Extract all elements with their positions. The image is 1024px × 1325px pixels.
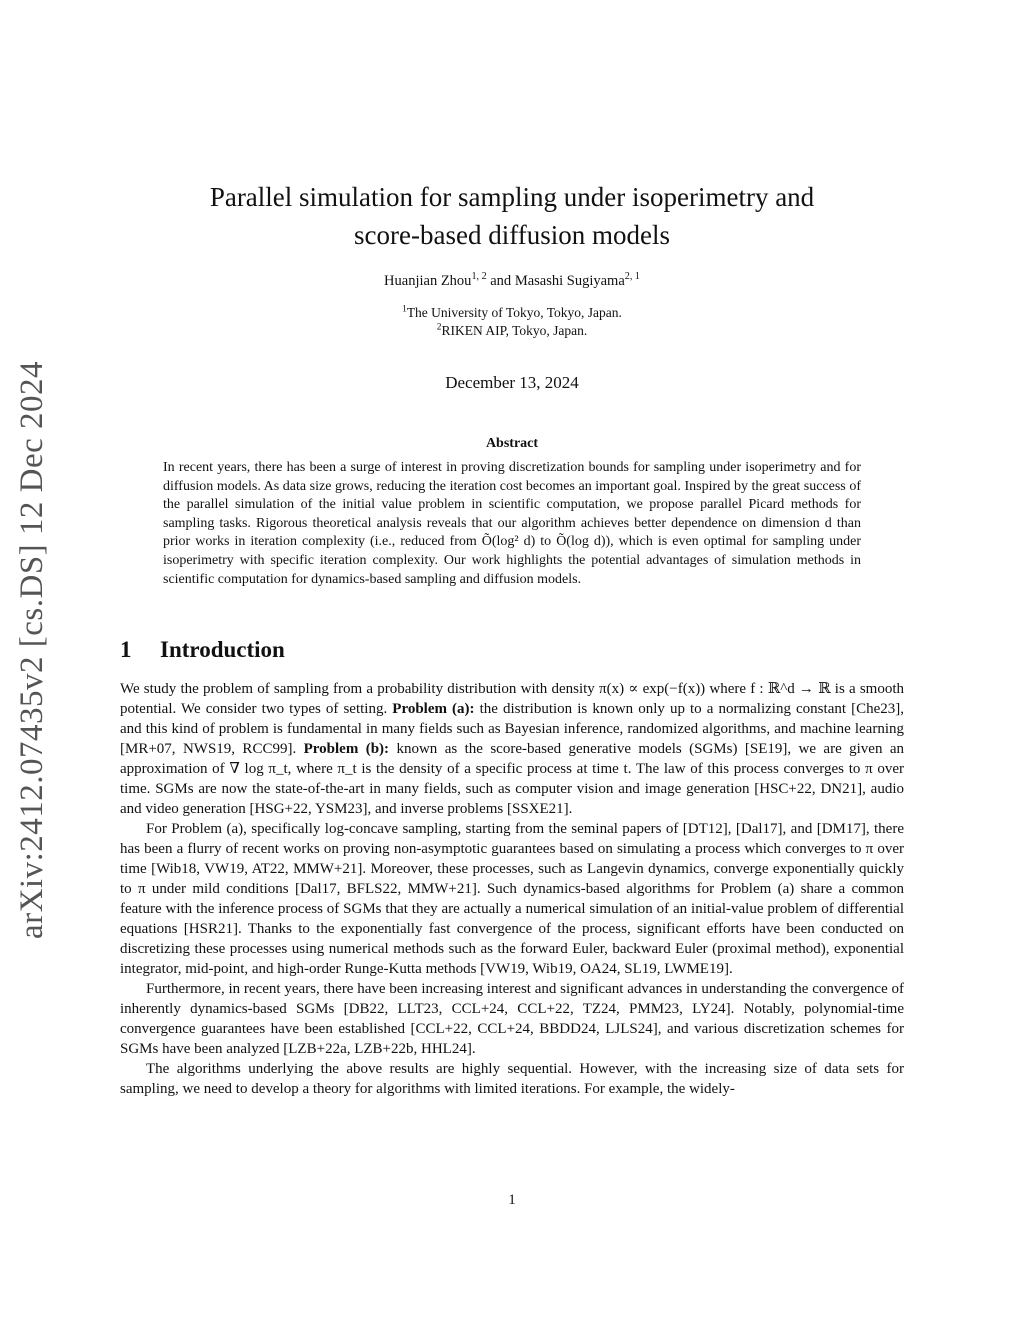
abstract-body: In recent years, there has been a surge of interest in proving discretization bounds for sampling under isoperimetry and for diffusion models. As data size grows, reducing the iteration cost becomes an important goal. Inspired by the great success of the parallel simulation of the initial value problem in scientific computation, we propose parallel Picard methods for sampling tasks. Rigorous theoretical analysis reveals that our algorithm achieves better dependence on dimension d than prior works in iteration complexity (i.e., reduced from Õ(log² d) to Õ(log d)), which is even optimal for sampling under isoperimetry with specific iteration complexity. Our work highlights the potential advantages of simulation methods in scientific computation for dynamics-based sampling and diffusion models.	[163, 460, 861, 587]
author-name: Masashi Sugiyama	[514, 273, 625, 289]
page-number: 1	[508, 1192, 516, 1208]
paragraph: Furthermore, in recent years, there have been increasing interest and significant advances in understanding the convergence of inherently dynamics-based SGMs [DB22, LLT23, CCL+24, CCL+22, TZ24, PMM23, LY24]. Notably, polynomial-time convergence guarantees have been established [CCL+22, CCL+24, BBDD24, LJLS24], and various discretization schemes for SGMs have been analyzed [LZB+22a, LZB+22b, HHL24].	[120, 981, 904, 1057]
paragraph: For Problem (a), specifically log-concave sampling, starting from the seminal papers of [DT12], [Dal17], and [DM17], there has been a flurry of recent works on proving non-asymptotic guarantees based on simulating a process which converges to π over time [Wib18, VW19, AT22, MMW+21]. Moreover, these processes, such as Langevin dynamics, converge exponentially quickly to π under mild conditions [Dal17, BFLS22, MMW+21]. Such dynamics-based algorithms for Problem (a) share a common feature with the inference process of SGMs that they are actually a numerical simulation of an initial-value problem of differential equations [HSR21]. Thanks to the exponentially fast convergence of the process, significant efforts have been conducted on discretizing these processes using numerical methods such as the forward Euler, backward Euler (proximal method), exponential integrator, mid-point, and high-order Runge-Kutta methods [VW19, Wib19, OA24, SL19, LWME19].	[120, 821, 904, 977]
author-list	[120, 270, 904, 292]
author-conjunction: and	[490, 273, 512, 289]
problem-b-label: Problem (b):	[303, 741, 390, 757]
section-title: Introduction	[160, 637, 285, 662]
paragraph: We study the problem of sampling from a probability distribution with density π(x) ∝ exp(−f(x)) where f : ℝ^d → ℝ is a smooth potential. We consider two types of setting. Problem (a): the distribution is known only up to a normalizing constant [Che23], and this kind of problem is fundamental in many fields such as Bayesian inference, randomized algorithms, and machine learning [MR+07, NWS19, RCC99]. Problem (b): known as the score-based generative models (SGMs) [SE19], we are given an approximation of ∇ log π_t, where π_t is the density of a specific process at time t. The law of this process converges to π over time. SGMs are now the state-of-the-art in many fields, such as computer vision and image generation [HSC+22, DN21], audio and video generation [HSG+22, YSM23], and inverse problems [SSXE21].	[120, 681, 905, 817]
author-affil-marker: 2, 1	[624, 271, 640, 283]
introduction-body	[120, 679, 904, 1099]
paragraph: The algorithms underlying the above results are highly sequential. However, with the increasing size of data sets for sampling, we need to develop a theory for algorithms with limited iterations. For example, the widely-	[120, 1061, 904, 1097]
publication-date: December 13, 2024	[445, 373, 579, 392]
problem-a-label: Problem (a):	[392, 701, 475, 717]
abstract-heading: Abstract	[485, 436, 539, 451]
author-affil-marker: 1, 2	[471, 271, 487, 283]
title-line-1: Parallel simulation for sampling under isoperimetry and	[209, 182, 815, 212]
affiliation-line: $^1$The University of Tokyo, Tokyo, Japan.	[402, 304, 622, 320]
arxiv-identifier: arXiv:2412.07435v2 [cs.DS] 12 Dec 2024	[14, 360, 50, 940]
author-name: Huanjian Zhou	[384, 273, 472, 289]
paper-title	[120, 178, 904, 254]
affiliation-line: $^2$RIKEN AIP, Tokyo, Japan.	[436, 322, 588, 338]
affiliations	[120, 304, 904, 340]
arxiv-sidebar	[10, 360, 70, 940]
section-heading	[120, 634, 904, 666]
title-line-2: score-based diffusion models	[354, 220, 670, 250]
section-number: 1	[120, 637, 132, 662]
